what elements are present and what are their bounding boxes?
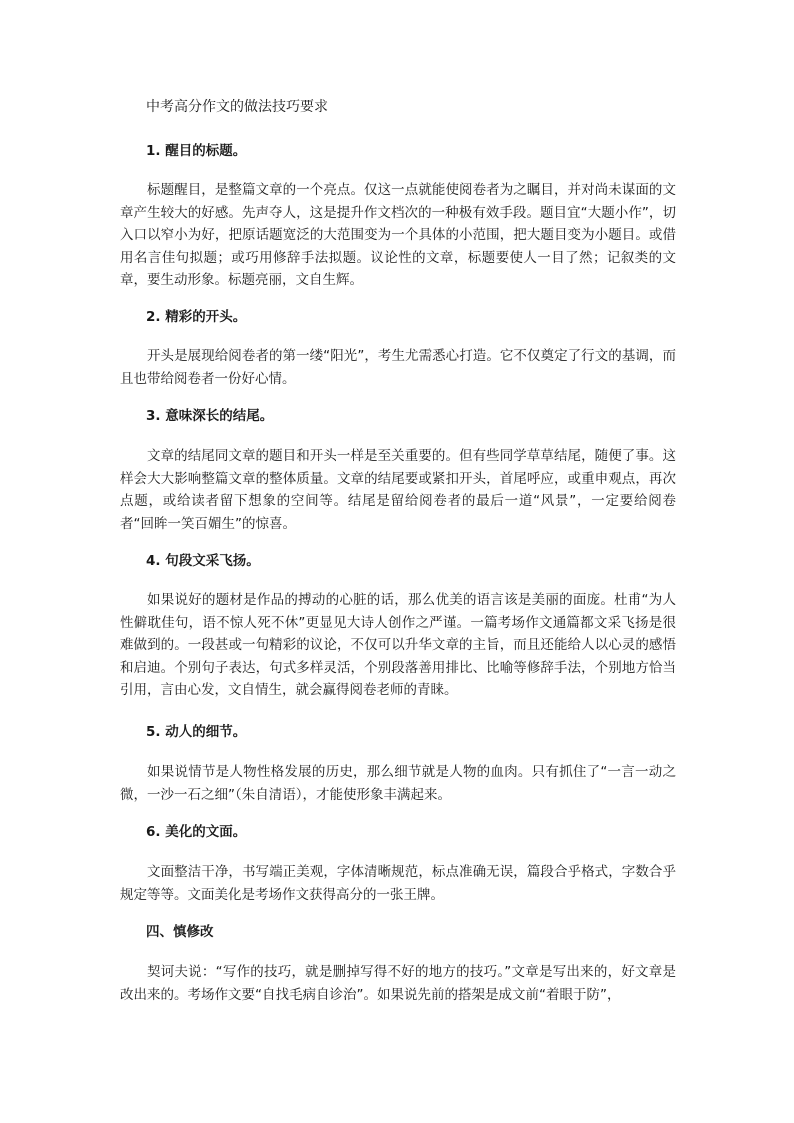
section-body-1: 标题醒目，是整篇文章的一个亮点。仅这一点就能使阅卷者为之瞩目，并对尚未谋面的文章产生较大的好感。先声夺人，这是提升作文档次的一种极有效手段。题目宜“大题小作”，切入口以窄小为好，把原话题宽泛的大范围变为一个具体的小范围，把大题目变为小题目。或借用名言佳句拟题；或巧用修辞手法拟题。议论性的文章，标题要使人一目了然；记叙类的文章，要生动形象。标题亮丽，文自生辉。 bbox=[120, 182, 676, 288]
section-body-3: 文章的结尾同文章的题目和开头一样是至关重要的。但有些同学草草结尾，随便了事。这样会大大影响整篇文章的整体质量。文章的结尾要或紧扣开头，首尾呼应，或重申观点，再次点题，或给读者留下想象的空间等。结尾是留给阅卷者的最后一道“风景”，一定要给阅卷者“回眸一笑百媚生”的惊喜。 bbox=[120, 448, 676, 532]
section-heading-6: 6. 美化的文面。 bbox=[146, 824, 247, 840]
section-heading-4: 4. 句段文采飞扬。 bbox=[146, 553, 260, 569]
section-heading-2: 2. 精彩的开头。 bbox=[146, 309, 247, 325]
section-body-6: 文面整洁干净，书写端正美观，字体清晰规范，标点准确无误，篇段合乎格式，字数合乎规定等等。文面美化是考场作文获得高分的一张王牌。 bbox=[120, 864, 676, 903]
document-title: 中考高分作文的做法技巧要求 bbox=[146, 99, 328, 115]
section-heading-3: 3. 意味深长的结尾。 bbox=[146, 408, 274, 424]
section-heading-7: 四、慎修改 bbox=[146, 924, 214, 940]
section-heading-1: 1. 醒目的标题。 bbox=[146, 143, 247, 159]
section-heading-5: 5. 动人的细节。 bbox=[146, 724, 247, 740]
section-body-2: 开头是展现给阅卷者的第一缕“阳光”，考生尤需悉心打造。它不仅奠定了行文的基调，而且也带给阅卷者一份好心情。 bbox=[120, 348, 676, 387]
section-body-7: 契诃夫说：“写作的技巧，就是删掉写得不好的地方的技巧。”文章是写出来的，好文章是改出来的。考场作文要“自找毛病自诊治”。如果说先前的搭架是成文前“着眼于防”， bbox=[120, 964, 676, 1003]
section-body-4: 如果说好的题材是作品的搏动的心脏的话，那么优美的语言该是美丽的面庞。杜甫“为人性僻耽佳句，语不惊人死不休”更显见大诗人创作之严谨。一篇考场作文通篇都文采飞扬是很难做到的。一段甚或一句精彩的议论，不仅可以升华文章的主旨，而且还能给人以心灵的感悟和启迪。个别句子表达，句式多样灵活，个别段落善用排比、比喻等修辞手法，个别地方恰当引用，言由心发，文自情生，就会赢得阅卷老师的青睐。 bbox=[120, 592, 676, 698]
section-body-5: 如果说情节是人物性格发展的历史，那么细节就是人物的血肉。只有抓住了“一言一动之微，一沙一石之细”（朱自清语），才能使形象丰满起来。 bbox=[120, 764, 676, 803]
